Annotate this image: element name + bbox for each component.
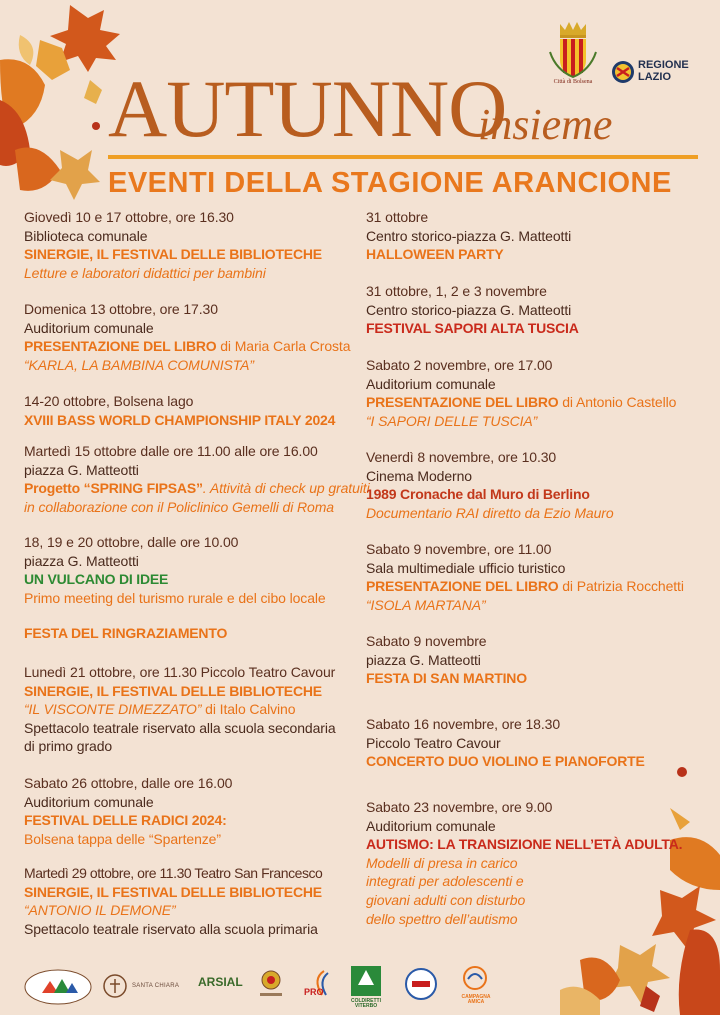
event-title: 1989 Cronache dal Muro di Berlino — [366, 486, 590, 503]
event-venue: Biblioteca comunale — [24, 227, 148, 244]
event-date: 14-20 ottobre, Bolsena lago — [24, 393, 194, 409]
event-title: PRESENTAZIONE DEL LIBRO — [366, 578, 559, 595]
event-item — [24, 533, 358, 607]
event-author: di Italo Calvino — [201, 701, 296, 718]
event-date: Sabato 26 ottobre, dalle ore 16.00 — [24, 775, 233, 791]
event-item — [24, 663, 358, 756]
coldiretti-logo-icon — [350, 965, 382, 997]
event-item — [366, 798, 702, 928]
event-item — [24, 208, 358, 282]
event-date: Sabato 9 novembre — [366, 633, 487, 649]
event-date: Lunedì 21 ottobre, ore 11.30 Piccolo Teatro Cavour — [24, 664, 336, 680]
event-author: di Antonio Castello — [558, 394, 677, 411]
sponsor-logos — [0, 965, 720, 1015]
event-item — [24, 392, 358, 429]
event-venue: piazza G. Matteotti — [366, 651, 481, 668]
event-note: di primo grado — [24, 738, 113, 755]
poster-title: AUTUNNO — [108, 63, 507, 154]
event-note: Letture e laboratori didattici per bambini — [24, 264, 266, 281]
event-date: Martedì 29 ottobre, ore 11.30 Teatro San Francesco — [24, 865, 323, 881]
event-date: Martedì 15 ottobre dalle ore 11.00 alle ore 16.00 — [24, 443, 318, 459]
event-venue: Sala multimediale ufficio turistico — [366, 559, 566, 576]
bolsena-logo — [548, 22, 598, 90]
event-note: “I SAPORI DELLE TUSCIA” — [366, 412, 538, 429]
event-subtitle: “ANTONIO IL DEMONE” — [24, 902, 176, 919]
bolsena-crest-icon — [548, 22, 598, 78]
santa-chiara-logo-icon — [102, 973, 128, 999]
event-title: AUTISMO: LA TRANSIZIONE NELL’ETÀ ADULTA. — [366, 836, 683, 853]
event-item — [24, 442, 370, 516]
arsial-logo: ARSIAL — [198, 975, 243, 989]
emblem-logo-icon — [258, 969, 284, 999]
bolsena-logo-label: Città di Bolsena — [553, 79, 593, 85]
event-title: UN VULCANO DI IDEE — [24, 571, 169, 588]
event-venue: Cinema Moderno — [366, 467, 472, 484]
event-date: Sabato 23 novembre, ore 9.00 — [366, 799, 553, 815]
event-item — [366, 282, 702, 338]
event-venue: Auditorium comunale — [24, 793, 154, 810]
event-note: integrati per adolescenti e — [366, 873, 524, 890]
event-note: Spettacolo teatrale riservato alla scuola secondaria — [24, 719, 336, 736]
event-venue: Auditorium comunale — [366, 817, 496, 834]
event-note: “ISOLA MARTANA” — [366, 596, 486, 613]
event-item — [366, 540, 702, 614]
event-section-heading — [24, 624, 358, 643]
event-date: Sabato 9 novembre, ore 11.00 — [366, 541, 552, 557]
event-author: di Maria Carla Crosta — [216, 338, 351, 355]
event-venue: piazza G. Matteotti — [24, 461, 139, 478]
event-date: Sabato 2 novembre, ore 17.00 — [366, 357, 553, 373]
event-venue: piazza G. Matteotti — [24, 552, 139, 569]
event-title: HALLOWEEN PARTY — [366, 246, 504, 263]
event-note: Primo meeting del turismo rurale e del cibo locale — [24, 589, 326, 606]
santa-chiara-logo-label: SANTA CHIARA — [132, 983, 180, 989]
event-note: Bolsena tappa delle “Spartenze” — [24, 830, 221, 847]
event-title: FESTA DI SAN MARTINO — [366, 670, 527, 687]
event-title-suffix: . Attività di check up gratuiti — [202, 480, 370, 497]
event-subtitle: “IL VISCONTE DIMEZZATO” — [24, 701, 202, 718]
poster-title-script: insieme — [478, 100, 613, 149]
event-note: in collaborazione con il Policlinico Gemelli di Roma — [24, 498, 334, 515]
event-title: XVIII BASS WORLD CHAMPIONSHIP ITALY 2024 — [24, 411, 336, 428]
event-date: 18, 19 e 20 ottobre, dalle ore 10.00 — [24, 534, 239, 550]
event-venue: Auditorium comunale — [24, 319, 154, 336]
event-title: SINERGIE, IL FESTIVAL DELLE BIBLIOTECHE — [24, 682, 322, 699]
event-date: 31 ottobre, 1, 2 e 3 novembre — [366, 283, 547, 299]
event-item — [366, 448, 702, 522]
library-logo-icon — [24, 969, 92, 1005]
regione-lazio-emblem-icon — [611, 60, 635, 84]
event-note: Spettacolo teatrale riservato alla scuola primaria — [24, 920, 318, 937]
event-title: FESTIVAL SAPORI ALTA TUSCIA — [366, 320, 579, 337]
event-title: FESTA DEL RINGRAZIAMENTO — [24, 625, 228, 641]
event-title: PRESENTAZIONE DEL LIBRO — [24, 338, 217, 355]
event-venue: Auditorium comunale — [366, 375, 496, 392]
event-item — [366, 715, 702, 771]
event-title: FESTIVAL DELLE RADICI 2024: — [24, 812, 227, 829]
event-title: PRESENTAZIONE DEL LIBRO — [366, 394, 559, 411]
regione-lazio-logo — [611, 58, 706, 88]
event-title: SINERGIE, IL FESTIVAL DELLE BIBLIOTECHE — [24, 883, 322, 900]
title-divider — [108, 155, 698, 159]
event-date: Sabato 16 novembre, ore 18.30 — [366, 716, 561, 732]
event-note: Documentario RAI diretto da Ezio Mauro — [366, 504, 614, 521]
event-venue: Piccolo Teatro Cavour — [366, 734, 501, 751]
event-date: Domenica 13 ottobre, ore 17.30 — [24, 301, 218, 317]
event-venue: Centro storico-piazza G. Matteotti — [366, 227, 572, 244]
event-note: dello spettro dell’autismo — [366, 910, 518, 927]
event-date: Giovedì 10 e 17 ottobre, ore 16.30 — [24, 209, 234, 225]
regione-lazio-label: REGIONE LAZIO — [638, 59, 689, 83]
event-venue: Centro storico-piazza G. Matteotti — [366, 301, 572, 318]
event-date: 31 ottobre — [366, 209, 429, 225]
event-item — [24, 300, 358, 374]
event-title: SINERGIE, IL FESTIVAL DELLE BIBLIOTECHE — [24, 246, 322, 263]
event-item — [24, 774, 358, 848]
event-title: CONCERTO DUO VIOLINO E PIANOFORTE — [366, 753, 645, 770]
event-item — [24, 864, 358, 938]
event-note: giovani adulti con disturbo — [366, 891, 526, 908]
event-item — [366, 356, 702, 430]
event-title: Progetto “SPRING FIPSAS” — [24, 480, 203, 497]
event-item — [366, 208, 702, 264]
event-note: “KARLA, LA BAMBINA COMUNISTA” — [24, 356, 254, 373]
pro-loco-label: PRO — [304, 987, 324, 997]
badge-logo-icon — [404, 967, 438, 1001]
poster-subtitle: EVENTI DELLA STAGIONE ARANCIONE — [108, 167, 672, 199]
event-note: Modelli di presa in carico — [366, 854, 518, 871]
campagna-amica-logo-icon — [462, 965, 488, 991]
event-author: di Patrizia Rocchetti — [558, 578, 684, 595]
event-date: Venerdì 8 novembre, ore 10.30 — [366, 449, 557, 465]
coldiretti-logo-label: COLDIRETTI VITERBO — [351, 998, 381, 1009]
header — [0, 0, 720, 205]
event-item — [366, 632, 702, 688]
campagna-amica-logo-label: CAMPAGNA AMICA — [461, 994, 491, 1005]
